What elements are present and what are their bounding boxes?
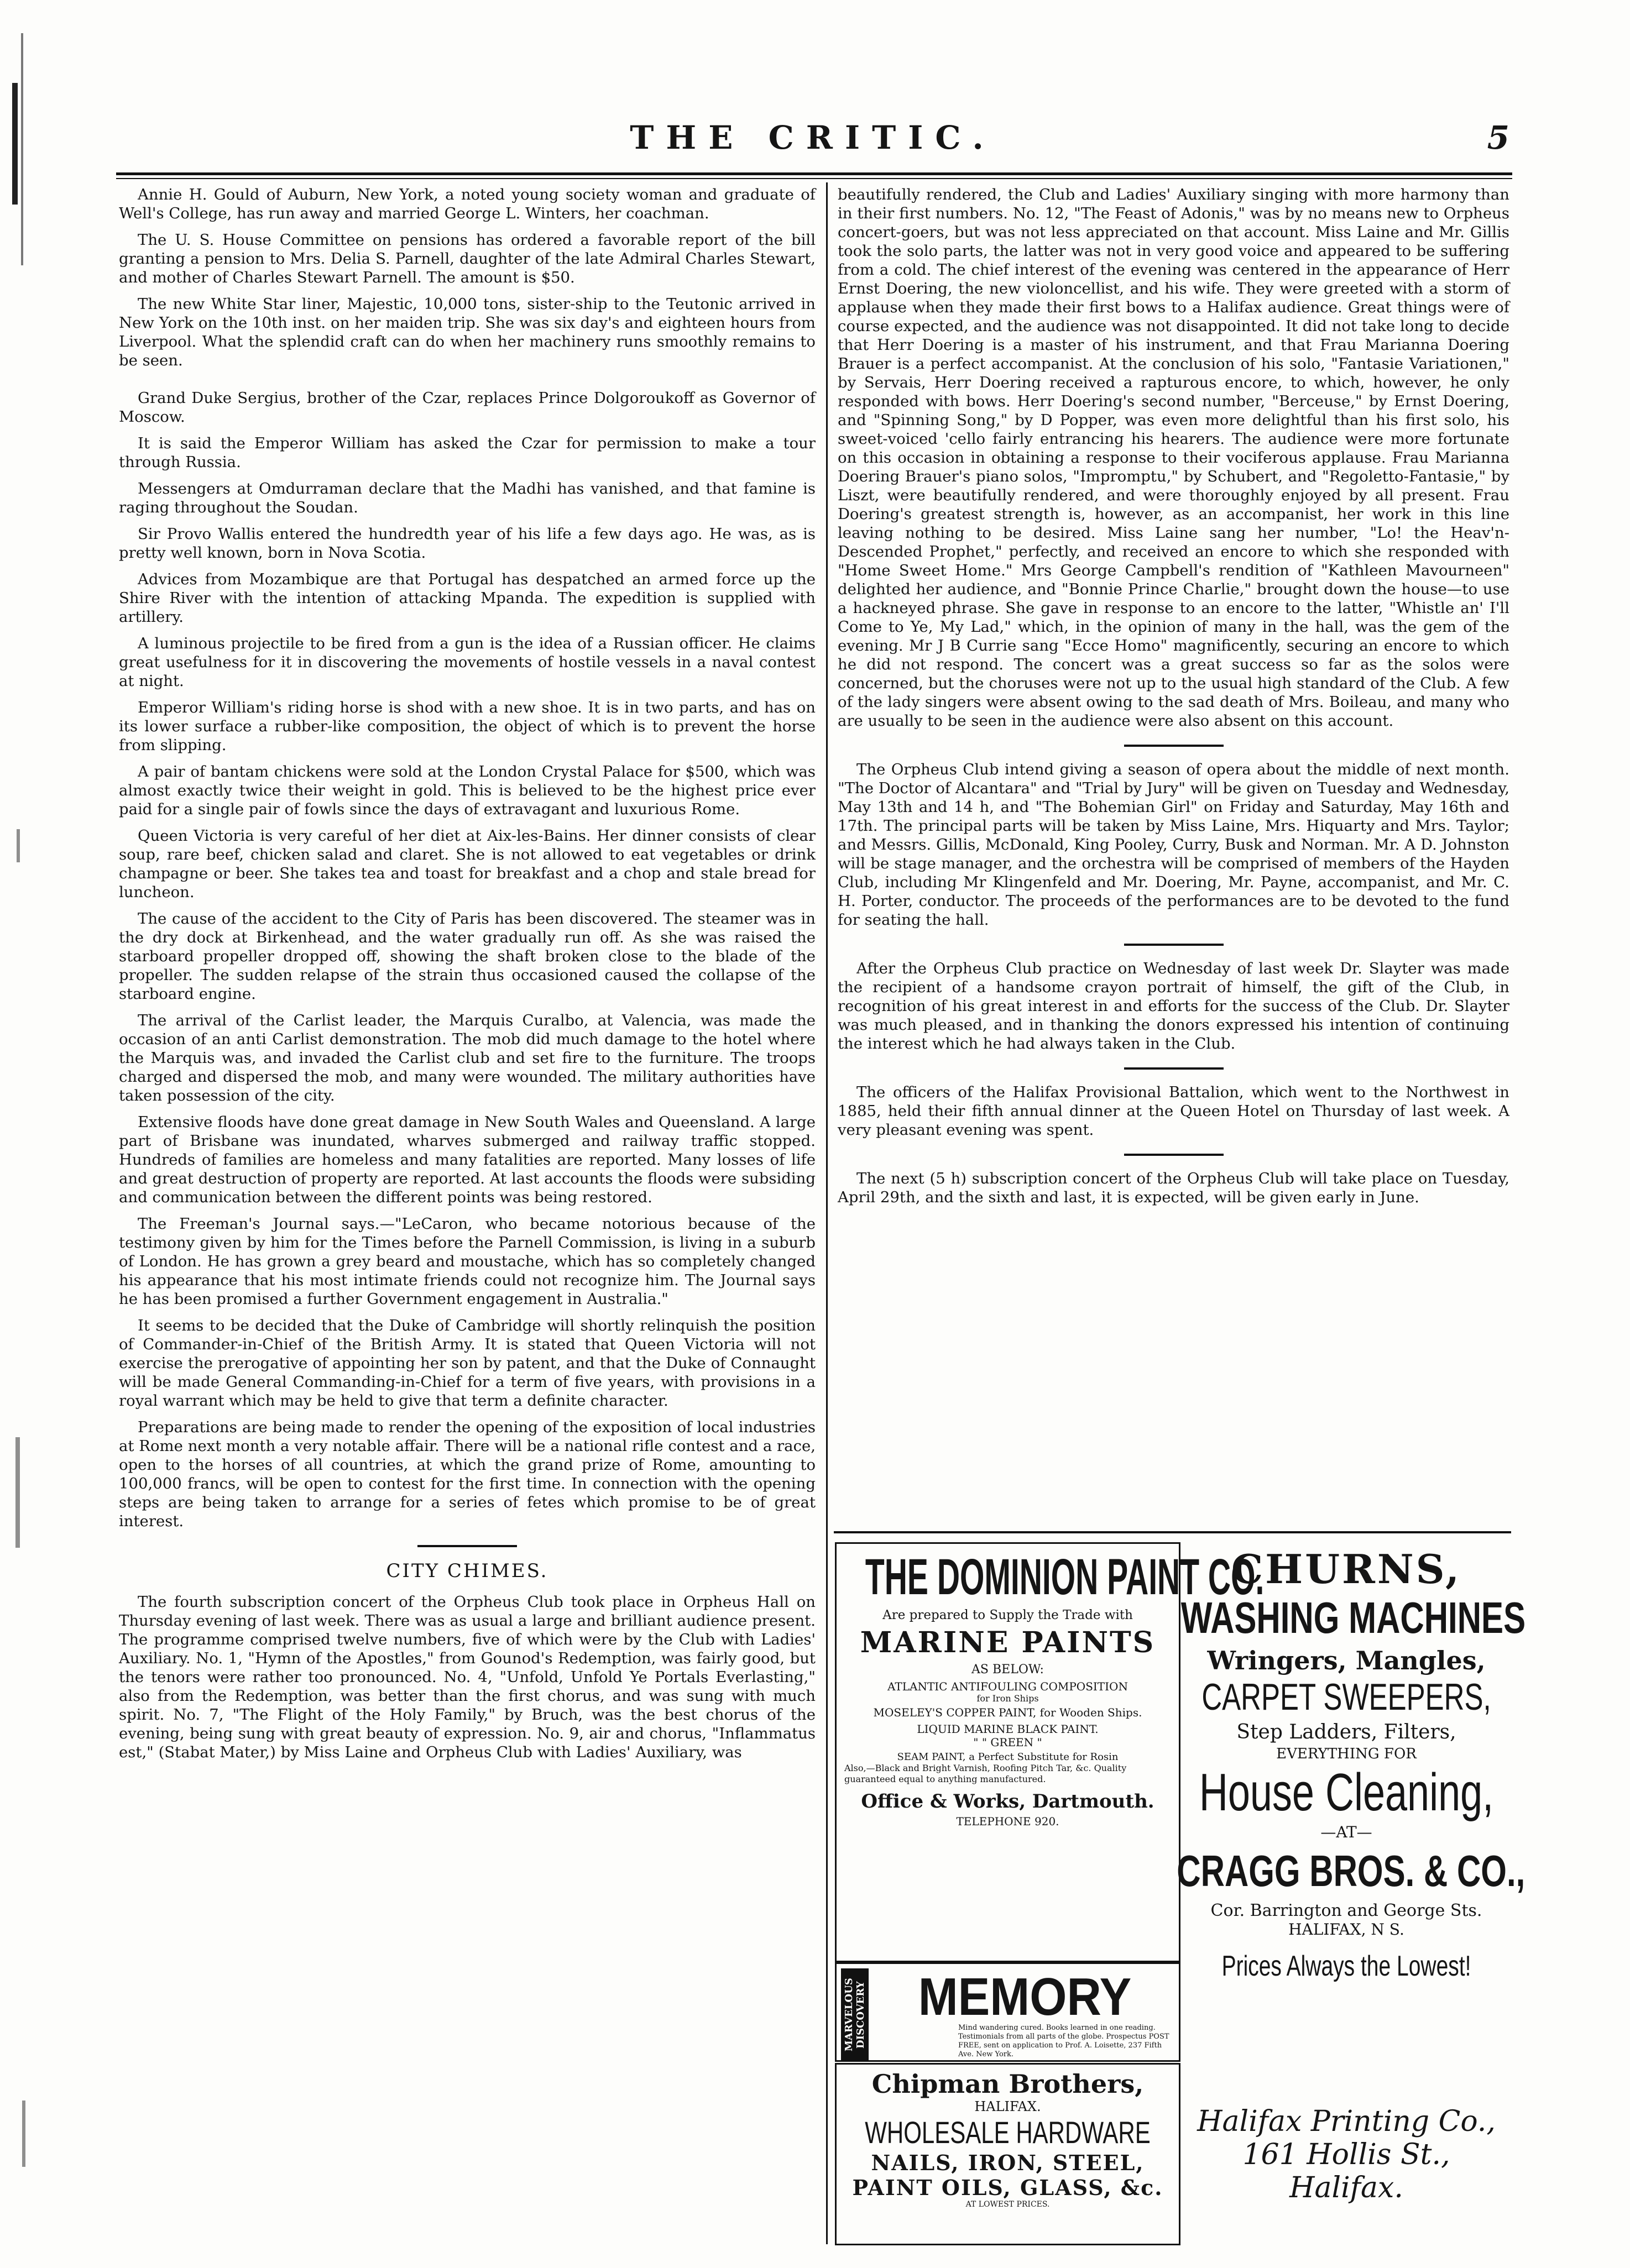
news-item: The U. S. House Committee on pensions has ordered a favorable report of the bill granting a pension to Mrs. Delia S. Parnell, daughter of the late Admiral Charles Stewart, and mother of Charles Stewart Parnell. The amount is $50. bbox=[119, 231, 816, 286]
ad-text: Step Ladders, Filters, bbox=[1236, 1721, 1456, 1743]
news-item: Emperor William's riding horse is shod with a new shoe. It is in two parts, and has on its lower surface a rubber-like composition, the object of which is to prevent the horse from slipping. bbox=[119, 699, 816, 754]
news-item: The cause of the accident to the City of Paris has been discovered. The steamer was in the dry dock at Birkenhead, and the water gradually run off. As she was raised the starboard propeller dropped off, showing the shaft broken close to the blade of the propeller. The sudden relapse of the strain thus occasioned caused the collapse of the starboard engine. bbox=[119, 910, 816, 1003]
column-divider bbox=[826, 182, 828, 2244]
ad-text: Mind wandering cured. Books learned in one reading. Testimonials from all parts of the globe. Prospectus POST FREE, sent on application to Prof. A. Loisette, 237 Fifth Ave. New York. bbox=[958, 2024, 1169, 2059]
news-item: Preparations are being made to render the opening of the exposition of local industries at Rome next month a very notable affair. There will be a national rifle contest and a race, open to the horses of all countries, at which the grand prize of Rome, amounting to 100,000 francs, will be open to contest for the first time. In connection with the opening steps are being taken to arrange for a series of fetes which promise to be of great interest. bbox=[119, 1418, 816, 1530]
ad-dominion-paint bbox=[835, 1542, 1265, 1962]
news-item: The fourth subscription concert of the Orpheus Club took place in Orpheus Hall on Thursday evening of last week. There was as usual a large and brilliant audience present. The programme comprised twelve numbers, five of which were by the Club with Ladies' Auxiliary. No. 1, "Hymn of the Apostles," from Gounod's Redemption, was fairly good, but the tenors were rather too pronounced. No. 4, "Unfold, Unfold Ye Portals Everlasting," also from the Redemption, was better than the first chorus, and was sung with much spirit. No. 7, "The Flight of the Holy Family," by Bruch, was the best chorus of the evening, being sung with great beauty of expression. No. 9, air and chorus, "Inflammatus est," (Stabat Mater,) by Miss Laine and Orpheus Club with Ladies' Auxiliary, was bbox=[119, 1593, 816, 1761]
ad-text: WASHING MACHINES bbox=[1180, 1593, 1526, 1642]
ad-text: LIQUID MARINE BLACK PAINT. bbox=[917, 1722, 1099, 1736]
ad-text: PAINT OILS, GLASS, &c. bbox=[852, 2175, 1163, 2200]
ad-text: NAILS, IRON, STEEL, bbox=[871, 2150, 1145, 2175]
ad-text: Office & Works, Dartmouth. bbox=[861, 1790, 1154, 1813]
section-heading: CITY CHIMES. bbox=[386, 1560, 548, 1582]
binding-mark bbox=[21, 33, 23, 265]
ad-text: Prices Always the Lowest! bbox=[1221, 1950, 1471, 1982]
masthead: THE CRITIC. bbox=[630, 119, 996, 156]
ad-text: House Cleaning, bbox=[1199, 1763, 1494, 1822]
ad-halifax-printing bbox=[1183, 2101, 1509, 2244]
news-item: The arrival of the Carlist leader, the Marquis Curalbo, at Valencia, was made the occasion of an anti Carlist demonstration. The mob did much damage to the hotel where the Marquis was, and invaded the Carlist club and set fire to the furniture. The troops charged and dispersed the mob, and many were wounded. The military authorities have taken possession of the city. bbox=[119, 1012, 816, 1104]
ad-text: EVERYTHING FOR bbox=[1276, 1746, 1417, 1762]
ad-text: Wringers, Mangles, bbox=[1207, 1646, 1486, 1675]
left-column bbox=[119, 185, 816, 2253]
binding-mark bbox=[12, 83, 18, 205]
ad-text: for Iron Ships bbox=[976, 1693, 1039, 1704]
ad-text: " " GREEN " bbox=[973, 1736, 1042, 1749]
news-item: The officers of the Halifax Provisional Battalion, which went to the Northwest in 1885, held their fifth annual dinner at the Queen Hotel on Thursday of last week. A very pleasant evening was spent. bbox=[838, 1083, 1509, 1139]
ad-text: MOSELEY'S COPPER PAINT, for Wooden Ships. bbox=[873, 1706, 1142, 1719]
ad-text: CARPET SWEEPERS, bbox=[1201, 1676, 1491, 1718]
binding-mark bbox=[22, 2101, 25, 2167]
news-item: The next (5 h) subscription concert of the Orpheus Club will take place on Tuesday, April 29th, and the sixth and last, it is expected, will be given early in June. bbox=[838, 1170, 1509, 1206]
section-divider bbox=[1124, 944, 1224, 946]
news-item: beautifully rendered, the Club and Ladies' Auxiliary singing with more harmony than in their first numbers. No. 12, "The Feast of Adonis," was by no means new to Orpheus concert-goers, but was not less appreciated on that account. Miss Laine and Mr. Gillis took the solo parts, the latter was not in very good voice and appeared to be suffering from a cold. The chief interest of the evening was centered in the appearance of Herr Ernst Doering, the new violoncellist, and his wife. They were greeted with a storm of applause when they made their first bows to a Halifax audience. Great things were of course expected, and the audience was not disappointed. It did not take long to decide that Herr Doering is a master of his instrument, and that Frau Marianna Doering Brauer is a perfect accompanist. At the conclusion of his solo, "Fantasie Variationen," by Servais, Herr Doering received a rapturous encore, to which, however, he only responded with bows. Herr Doering's second number, "Berceuse," by Ernst Doering, and "Spinning Song," by D Popper, was even more delightful than his first solo, his sweet-voiced 'cello fairly entrancing his hearers. The audience were more fortunate on this occasion in obtaining a response to their vociferous applause. Frau Marianna Doering Brauer's piano solos, "Impromptu," by Schubert, and "Regoletto-Fantasie," by Liszt, were beautifully rendered, and were thoroughly enjoyed by all present. Frau Doering's greatest strength is, however, as an accompanist, her work in this line leaving nothing to be desired. Miss Laine sang her number, "Lo! the Heav'n-Descended Prophet," perfectly, and received an encore to which she responded with "Home Sweet Home." Mrs George Campbell's rendition of "Kathleen Mavourneen" delighted her audience, and "Bonnie Prince Charlie," brought down the house—to use a hackneyed phrase. She gave in response to an encore to the latter, "Whistle an' I'll Come to Ye, My Lad," which, in the opinion of many in the hall, was the gem of the evening. Mr J B Currie sang "Ecce Homo" magnificently, securing an encore to which he did not respond. The concert was a great success so far as the solos were concerned, but the choruses were not up to the usual high standard of the Club. A few of the lady singers were absent owing to the sad death of Mrs. Boileau, and many who are usually to be seen in the audience were also absent on this account. bbox=[838, 186, 1509, 730]
section-divider bbox=[417, 1545, 517, 1547]
ad-text: SEAM PAINT, a Perfect Substitute for Rosin bbox=[897, 1751, 1119, 1763]
ad-title: THE DOMINION PAINT CO. bbox=[865, 1549, 1265, 1605]
section-divider bbox=[1124, 745, 1224, 747]
ad-text: Halifax. bbox=[1289, 2171, 1403, 2204]
ad-title: MEMORY bbox=[918, 1967, 1132, 2026]
ad-memory bbox=[835, 1962, 1180, 2062]
header-rule-thin bbox=[116, 178, 1512, 179]
ad-text: —AT— bbox=[1320, 1823, 1372, 1841]
memory-block bbox=[841, 1968, 1174, 2061]
ad-title: Chipman Brothers, bbox=[871, 2069, 1144, 2099]
news-item: It is said the Emperor William has asked the Czar for permission to make a tour through Russia. bbox=[119, 434, 816, 471]
news-item: After the Orpheus Club practice on Wednesday of last week Dr. Slayter was made the recipient of a handsome crayon portrait of himself, the gift of the Club, in recognition of his great interest in and efforts for the success of the Club. Dr. Slayter was much pleased, and in thanking the donors expressed his intention of continuing the interest which he had always taken in the Club. bbox=[838, 960, 1509, 1052]
news-item: Advices from Mozambique are that Portugal has despatched an armed force up the Shire River with the intention of attacking Mpanda. The expedition is supplied with artillery. bbox=[119, 570, 816, 626]
news-item: Messengers at Omdurraman declare that the Madhi has vanished, and that famine is raging throughout the Soudan. bbox=[119, 480, 816, 516]
ad-text: HALIFAX. bbox=[974, 2099, 1041, 2114]
ad-text: AT LOWEST PRICES. bbox=[965, 2200, 1050, 2209]
ad-text: HALIFAX, N S. bbox=[1288, 1920, 1404, 1939]
ad-side-label: MARVELOUS DISCOVERY bbox=[841, 1968, 869, 2061]
ad-text: Cor. Barrington and George Sts. bbox=[1210, 1901, 1482, 1920]
news-item: Extensive floods have done great damage in New South Wales and Queensland. A large part of Brisbane was inundated, wharves submerged and railway traffic stopped. Hundreds of families are homeless and many fatalities are reported. Many losses of life and great destruction of property are reported. At last accounts the floods were subsiding and communication between the different points was being restored. bbox=[119, 1113, 816, 1206]
page-number: 5 bbox=[1487, 119, 1509, 156]
ads-rule bbox=[834, 1531, 1511, 1533]
ad-text: ATLANTIC ANTIFOULING COMPOSITION bbox=[887, 1680, 1128, 1693]
memory-body bbox=[869, 1967, 1174, 2059]
page-header bbox=[116, 119, 1509, 169]
news-item: Sir Provo Wallis entered the hundredth year of his life a few days ago. He was, as is pretty well known, born in Nova Scotia. bbox=[119, 525, 816, 562]
news-item: Annie H. Gould of Auburn, New York, a noted young society woman and graduate of Well's College, has run away and married George L. Winters, her coachman. bbox=[119, 186, 816, 222]
ad-cragg-bros bbox=[1177, 1542, 1526, 2095]
news-item: A luminous projectile to be fired from a gun is the idea of a Russian officer. He claims great usefulness for it in discovering the movements of hostile vessels in a naval contest at night. bbox=[119, 635, 816, 690]
ad-text: Are prepared to Supply the Trade with bbox=[882, 1608, 1133, 1622]
news-item: A pair of bantam chickens were sold at the London Crystal Palace for $500, which was almost exactly twice their weight in gold. This is believed to be the highest price ever paid for a single pair of fowls since the days of extravagant and luxurious Rome. bbox=[119, 763, 816, 818]
header-rule bbox=[116, 172, 1512, 175]
news-item: The Freeman's Journal says.—"LeCaron, who became notorious because of the testimony given by him for the Times before the Parnell Commission, is living in a suburb of London. He has grown a grey beard and moustache, which has so completely changed his appearance that his most intimate friends could not recognize him. The Journal says he has been promised a further Government engagement in Australia." bbox=[119, 1215, 816, 1308]
ad-text: WHOLESALE HARDWARE bbox=[865, 2115, 1151, 2150]
ad-chipman bbox=[835, 2063, 1180, 2245]
ad-text: CRAGG BROS. & CO., bbox=[1177, 1846, 1525, 1895]
ad-title: CHURNS, bbox=[1231, 1546, 1462, 1593]
binding-mark bbox=[15, 1437, 20, 1548]
news-item: The Orpheus Club intend giving a season of opera about the middle of next month. "The Doctor of Alcantara" and "Trial by Jury" will be given on Tuesday and Wednesday, May 13th and 14 h, and "The Bohemian Girl" on Friday and Saturday, May 16th and 17th. The principal parts will be taken by Miss Laine, Mrs. Hiquarty and Mrs. Taylor; and Messrs. Gillis, McDonald, King Pooley, Curry, Busk and Norman. Mr. A D. Johnston will be stage manager, and the orchestra will be comprised of members of the Hayden Club, including Mr Klingenfeld and Mr. Doering, Mr. Payne, accompanist, and Mr. C. H. Porter, conductor. The proceeds of the performances are to be devoted to the fund for seating the hall. bbox=[838, 761, 1509, 929]
ad-text: TELEPHONE 920. bbox=[956, 1815, 1059, 1828]
ad-text: MARINE PAINTS bbox=[860, 1626, 1156, 1659]
binding-mark bbox=[17, 829, 20, 862]
news-item: The new White Star liner, Majestic, 10,000 tons, sister-ship to the Teutonic arrived in New York on the 10th inst. on her maiden trip. She was six day's and eighteen hours from Liverpool. What the splendid craft can do when her machinery runs smoothly remains to be seen. bbox=[119, 295, 816, 369]
ad-text: Also,—Black and Bright Varnish, Roofing Pitch Tar, &c. Quality guaranteed equal to anything manufactured. bbox=[844, 1763, 1127, 1784]
news-item: It seems to be decided that the Duke of Cambridge will shortly relinquish the position of Commander-in-Chief of the British Army. It is stated that Queen Victoria will not exercise the prerogative of appointing her son by patent, and that the Duke of Connaught will be made General Commanding-in-Chief for a term of five years, with provisions in a royal warrant which may be held to give that term a definite character. bbox=[119, 1317, 816, 1410]
news-item: Queen Victoria is very careful of her diet at Aix-les-Bains. Her dinner consists of clear soup, rare beef, chicken salad and claret. She is not allowed to eat vegetables or drink champagne or beer. She takes tea and toast for breakfast and a chop and stale bread for luncheon. bbox=[119, 827, 816, 901]
ad-text: 161 Hollis St., bbox=[1242, 2138, 1450, 2171]
right-column bbox=[838, 185, 1509, 1523]
news-item: Grand Duke Sergius, brother of the Czar, replaces Prince Dolgoroukoff as Governor of Moscow. bbox=[119, 389, 816, 426]
ad-text: AS BELOW: bbox=[971, 1663, 1044, 1677]
section-divider bbox=[1124, 1154, 1224, 1156]
ad-text: Halifax Printing Co., bbox=[1197, 2105, 1496, 2138]
section-divider bbox=[1124, 1067, 1224, 1070]
